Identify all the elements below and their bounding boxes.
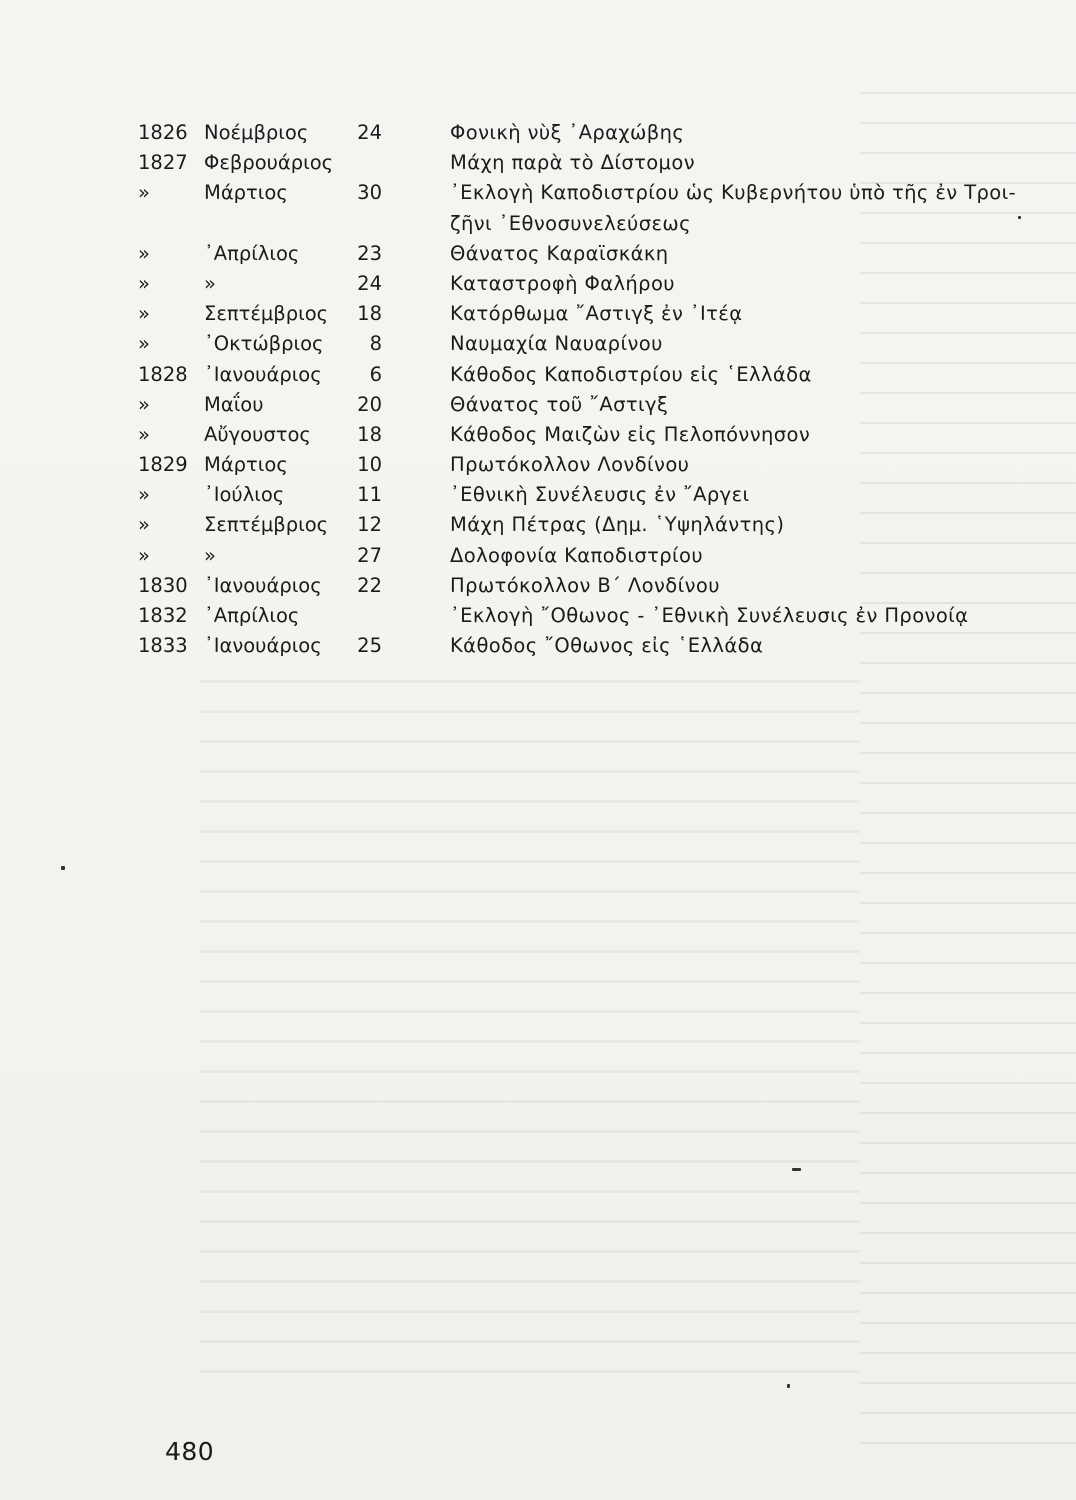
chronology-row (130, 601, 1050, 631)
chronology-row (130, 329, 1050, 359)
chronology-row (130, 209, 1050, 239)
month-cell: » (204, 271, 216, 295)
year-cell: 1833 (138, 634, 188, 658)
chronology-row (130, 269, 1050, 299)
chronology-row (130, 299, 1050, 329)
day-cell: 18 (357, 302, 382, 326)
year-cell: » (138, 422, 150, 446)
event-cell: Μάχη παρὰ τὸ Δίστομον (450, 151, 695, 175)
event-cell: ᾽Εθνικὴ Συνέλευσις ἐν ῎Αργει (450, 483, 750, 507)
event-cell: Κάθοδος Καποδιστρίου εἰς ῾Ελλάδα (450, 362, 812, 386)
chronology-row (130, 510, 1050, 540)
day-cell: 6 (369, 362, 382, 386)
year-cell: » (138, 332, 150, 356)
day-cell: 10 (357, 453, 382, 477)
day-cell: 18 (357, 422, 382, 446)
dust-speck (1018, 216, 1021, 219)
month-cell: Μάρτιος (204, 181, 288, 205)
month-cell: ᾽Απρίλιος (204, 604, 300, 627)
event-cell: Μάχη Πέτρας (Δημ. ῾Υψηλάντης) (450, 513, 785, 537)
month-cell: ᾽Ιανουάριος (204, 634, 322, 658)
event-cell: Θάνατος τοῦ ῎Αστιγξ (450, 392, 669, 416)
chronology-row (130, 148, 1050, 178)
event-cell: ᾽Εκλογὴ ῎Οθωνος - ᾽Εθνικὴ Συνέλευσις ἐν Προνοίᾳ (450, 604, 969, 627)
event-cell: Κάθοδος ῎Οθωνος εἰς ῾Ελλάδα (450, 634, 764, 658)
chronology-table (130, 118, 1050, 661)
month-cell: Μαΐου (204, 392, 264, 416)
year-cell: » (138, 271, 150, 295)
day-cell: 25 (357, 634, 382, 658)
year-cell: 1832 (138, 604, 188, 627)
day-cell: 11 (357, 483, 382, 507)
chronology-row (130, 571, 1050, 601)
event-cell: Πρωτόκολλον Λονδίνου (450, 453, 690, 477)
year-cell: 1828 (138, 362, 188, 386)
dust-speck (787, 1384, 790, 1388)
chronology-row (130, 631, 1050, 661)
event-cell: Καταστροφὴ Φαλήρου (450, 271, 675, 295)
month-cell: Φεβρουάριος (204, 151, 334, 175)
month-cell: ᾽Ιανουάριος (204, 362, 322, 386)
event-cell: Ναυμαχία Ναυαρίνου (450, 332, 663, 356)
month-cell: ᾽Ιούλιος (204, 483, 285, 507)
year-cell: 1827 (138, 151, 188, 175)
event-cell: Πρωτόκολλον Β΄ Λονδίνου (450, 573, 720, 597)
day-cell: 30 (357, 181, 382, 205)
bleed-through-text (200, 660, 860, 1380)
year-cell: 1830 (138, 573, 188, 597)
chronology-row (130, 480, 1050, 510)
chronology-row (130, 390, 1050, 420)
year-cell: 1826 (138, 121, 188, 144)
year-cell: » (138, 302, 150, 326)
day-cell: 20 (357, 392, 382, 416)
month-cell: Μάρτιος (204, 453, 288, 477)
chronology-row (130, 178, 1050, 208)
month-cell: ᾽Οκτώβριος (204, 332, 324, 356)
dust-speck (792, 1168, 801, 1171)
month-cell: Αὔγουστος (204, 422, 311, 446)
event-cell: ζῆνι ᾽Εθνοσυνελεύσεως (450, 211, 691, 235)
day-cell: 8 (369, 332, 382, 356)
day-cell: 24 (357, 121, 382, 144)
event-cell: Θάνατος Καραϊσκάκη (450, 241, 669, 265)
year-cell: » (138, 513, 150, 537)
chronology-row (130, 420, 1050, 450)
event-cell: Κάθοδος Μαιζὼν εἰς Πελοπόννησον (450, 422, 811, 446)
day-cell: 24 (357, 271, 382, 295)
month-cell: Νοέμβριος (204, 121, 309, 144)
event-cell: Φονικὴ νὺξ ᾽Αραχώβης (450, 121, 685, 144)
event-cell: ᾽Εκλογὴ Καποδιστρίου ὡς Κυβερνήτου ὑπὸ τῆς ἐν Τροι- (450, 181, 1017, 205)
year-cell: » (138, 543, 150, 567)
chronology-row (130, 450, 1050, 480)
page-number: 480 (165, 1437, 215, 1466)
day-cell: 27 (357, 543, 382, 567)
year-cell: » (138, 181, 150, 205)
chronology-row (130, 541, 1050, 571)
year-cell: » (138, 483, 150, 507)
chronology-row (130, 239, 1050, 269)
month-cell: ᾽Ιανουάριος (204, 573, 322, 597)
day-cell: 23 (357, 241, 382, 265)
event-cell: Δολοφονία Καποδιστρίου (450, 543, 704, 567)
year-cell: 1829 (138, 453, 188, 477)
dust-speck (61, 866, 65, 870)
month-cell: Σεπτέμβριος (204, 513, 329, 537)
chronology-row (130, 360, 1050, 390)
event-cell: Κατόρθωμα ῎Αστιγξ ἐν ᾽Ιτέᾳ (450, 302, 743, 326)
year-cell: » (138, 241, 150, 265)
month-cell: Σεπτέμβριος (204, 302, 329, 326)
chronology-row (130, 118, 1050, 148)
day-cell: 12 (357, 513, 382, 537)
month-cell: ᾽Απρίλιος (204, 241, 300, 265)
month-cell: » (204, 543, 216, 567)
year-cell: » (138, 392, 150, 416)
day-cell: 22 (357, 573, 382, 597)
